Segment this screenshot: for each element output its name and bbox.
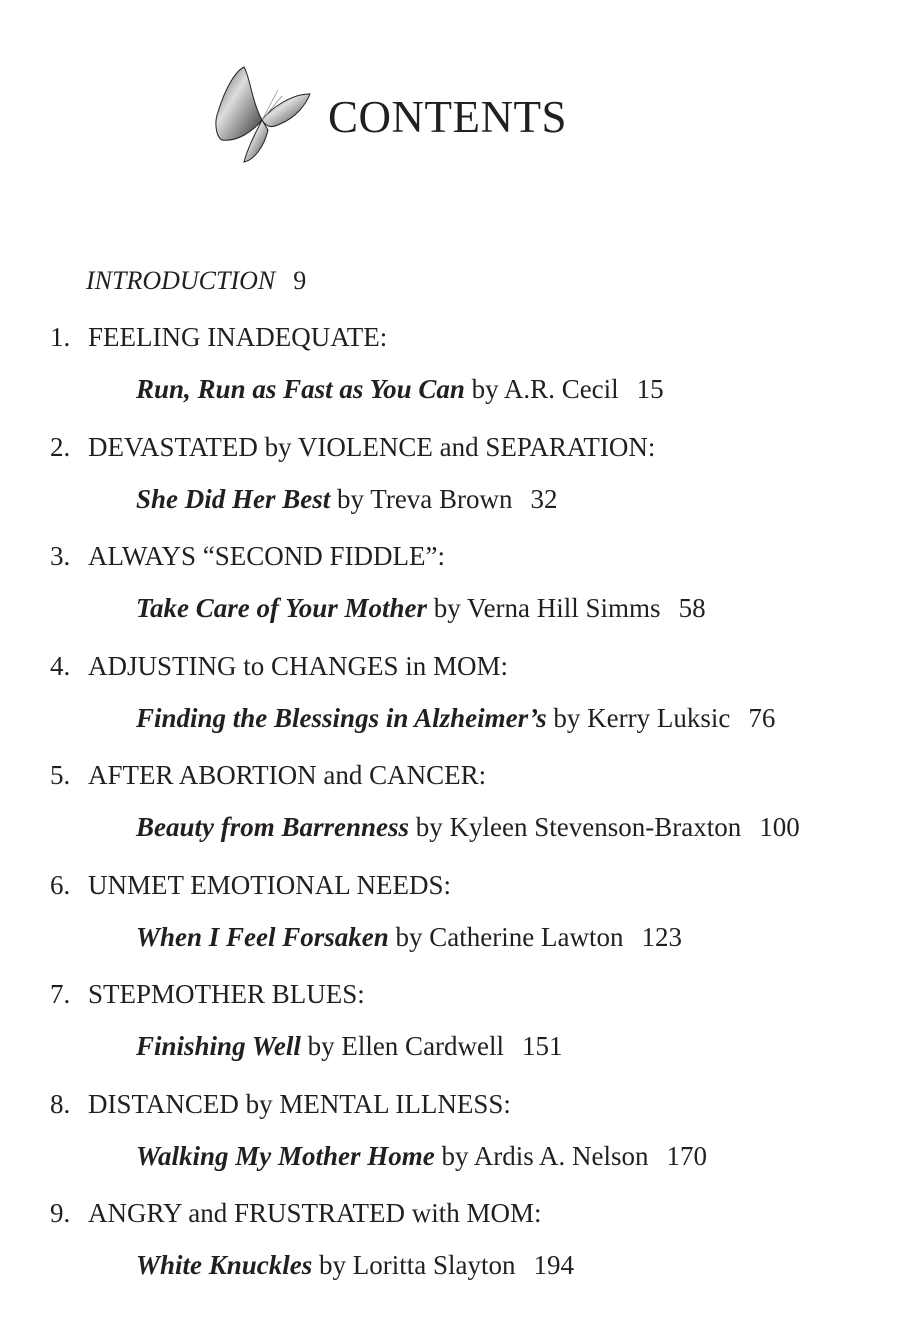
story-author: by Catherine Lawton (395, 921, 624, 952)
page-number: 9 (293, 266, 307, 295)
chapter-heading: ALWAYS “SECOND FIDDLE”: (88, 541, 445, 571)
story-author: by Ardis A. Nelson (441, 1140, 649, 1171)
story-author: by A.R. Cecil (471, 374, 619, 404)
chapter-story-line (136, 1250, 574, 1281)
toc-entry (0, 322, 918, 431)
page-title: CONTENTS (328, 92, 567, 142)
chapter-heading: UNMET EMOTIONAL NEEDS: (88, 869, 451, 900)
chapter-number: 7. (50, 979, 71, 1009)
chapter-number: 2. (50, 431, 71, 462)
toc-entry (0, 760, 918, 869)
story-title: Finding the Blessings in Alzheimer’s (136, 702, 547, 733)
page-number: 15 (636, 374, 664, 404)
introduction-label: INTRODUCTION (86, 266, 276, 295)
story-title: Take Care of Your Mother (136, 593, 428, 623)
chapter-number: 4. (50, 650, 71, 681)
chapter-number: 5. (50, 760, 71, 790)
page-number: 100 (759, 812, 800, 842)
chapter-story-line (136, 374, 664, 405)
page-number: 151 (522, 1031, 563, 1061)
chapter-heading-line (50, 1198, 542, 1229)
toc-entry (0, 651, 918, 760)
story-title: Walking My Mother Home (136, 1140, 435, 1171)
chapter-story-line (136, 1141, 707, 1172)
story-author: by Kerry Luksic (553, 702, 731, 733)
story-author: by Loritta Slayton (319, 1250, 516, 1280)
toc-introduction (86, 266, 306, 296)
chapter-heading: FEELING INADEQUATE: (88, 322, 388, 352)
chapter-number: 8. (50, 1088, 71, 1119)
chapter-heading-line (50, 870, 451, 901)
story-author: by Kyleen Stevenson-Braxton (415, 812, 742, 842)
page-number: 32 (530, 483, 558, 514)
chapter-story-line (136, 703, 775, 734)
chapter-heading-line (50, 1089, 511, 1120)
toc-entry (0, 541, 918, 650)
chapter-heading-line (50, 979, 365, 1010)
story-title: White Knuckles (136, 1250, 313, 1280)
chapter-heading: DEVASTATED by VIOLENCE and SEPARATION: (88, 431, 656, 462)
chapter-story-line (136, 593, 706, 624)
toc-entry (0, 1089, 918, 1198)
chapter-story-line (136, 812, 800, 843)
toc-entry (0, 870, 918, 979)
chapter-heading: ANGRY and FRUSTRATED with MOM: (88, 1198, 542, 1228)
page-number: 170 (666, 1140, 708, 1171)
page-number: 123 (641, 921, 682, 952)
chapter-story-line (136, 484, 558, 515)
chapter-heading-line (50, 651, 508, 682)
chapter-number: 6. (50, 869, 71, 900)
chapter-heading: AFTER ABORTION and CANCER: (88, 760, 487, 790)
chapter-number: 9. (50, 1198, 71, 1228)
chapter-heading-line (50, 432, 655, 463)
story-title: Beauty from Barrenness (136, 812, 410, 842)
story-author: by Verna Hill Simms (433, 593, 661, 623)
contents-header (212, 62, 567, 166)
chapter-story-line (136, 922, 682, 953)
toc-entry (0, 1198, 918, 1307)
toc-entry (0, 979, 918, 1088)
chapter-heading: DISTANCED by MENTAL ILLNESS: (88, 1088, 511, 1119)
chapter-heading: ADJUSTING to CHANGES in MOM: (88, 650, 509, 681)
toc-entry (0, 432, 918, 541)
story-title: Run, Run as Fast as You Can (136, 374, 465, 404)
chapter-number: 1. (50, 322, 71, 352)
page-number: 58 (678, 593, 706, 623)
chapter-heading: STEPMOTHER BLUES: (88, 979, 365, 1009)
butterfly-icon (212, 62, 312, 166)
story-author: by Treva Brown (337, 483, 513, 514)
chapter-heading-line (50, 760, 486, 791)
chapter-heading-line (50, 541, 445, 572)
story-title: She Did Her Best (136, 483, 331, 514)
story-author: by Ellen Cardwell (307, 1031, 505, 1061)
chapter-number: 3. (50, 541, 71, 571)
page-number: 194 (533, 1250, 575, 1280)
story-title: When I Feel Forsaken (136, 921, 389, 952)
story-title: Finishing Well (136, 1031, 301, 1061)
chapter-story-line (136, 1031, 563, 1062)
page-number: 76 (748, 702, 776, 733)
chapter-heading-line (50, 322, 387, 353)
